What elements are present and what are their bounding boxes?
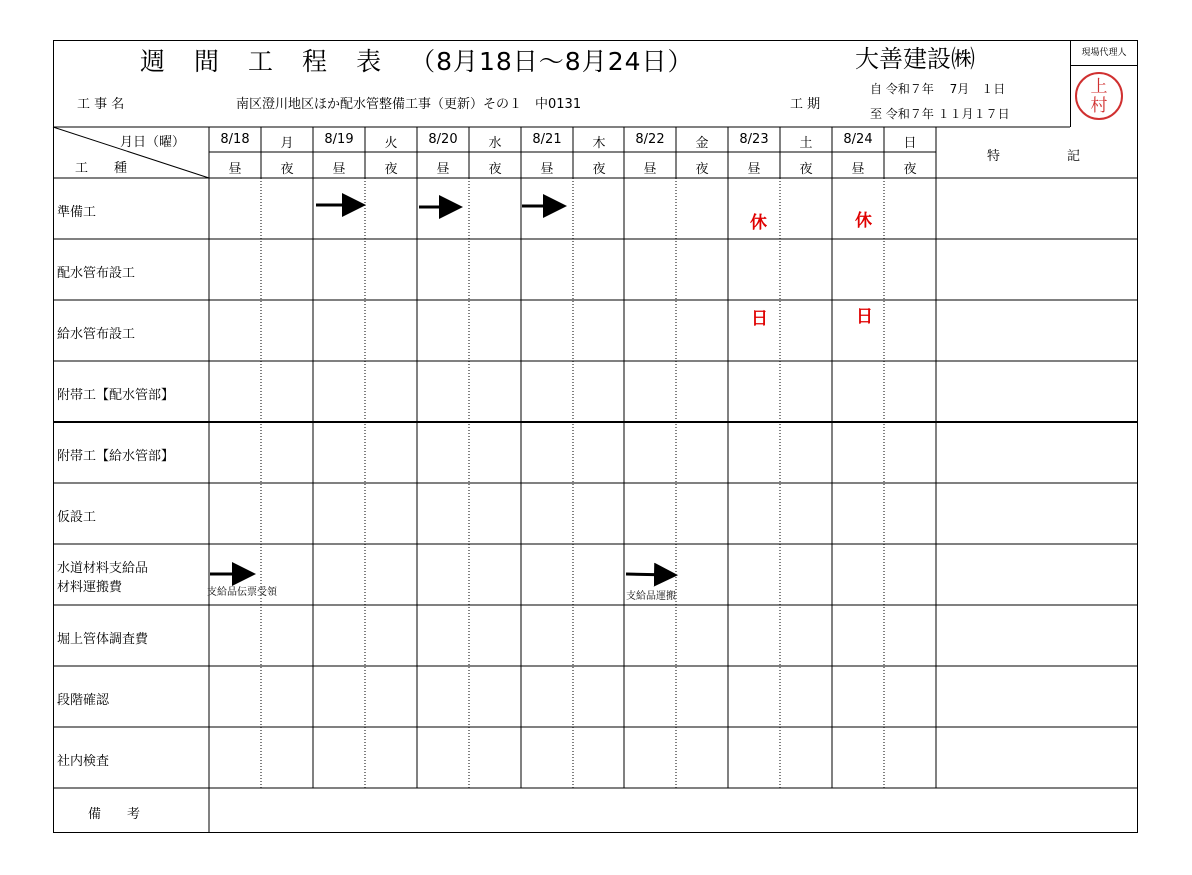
day-date-header: 8/22 xyxy=(635,132,665,147)
title-char: 週 xyxy=(140,47,167,76)
night-shift-header: 夜 xyxy=(695,162,709,177)
holiday-mark-3: 日 xyxy=(751,309,768,329)
corner-date-label: 月日（曜） xyxy=(120,135,186,150)
title-char: 工 xyxy=(248,47,275,76)
day-weekday-header: 火 xyxy=(384,136,398,151)
note-slip-received: 支給品伝票受領 xyxy=(207,587,277,598)
work-type-label: 堀上管体調査費 xyxy=(57,632,149,647)
work-type-label: 仮設工 xyxy=(57,510,97,525)
project-name: 南区澄川地区ほか配水管整備工事（更新）その１ 中0131 xyxy=(236,97,582,112)
night-shift-header: 夜 xyxy=(799,162,813,177)
seal-char: 上 xyxy=(1090,77,1108,97)
title-char: 程 xyxy=(302,47,329,76)
day-date-header: 8/21 xyxy=(532,132,562,147)
seal-char: 村 xyxy=(1090,96,1108,116)
company-name: 大善建設㈱ xyxy=(855,45,975,73)
daytime-shift-header: 昼 xyxy=(747,162,761,177)
work-type-label: 準備工 xyxy=(57,205,97,220)
day-date-header: 8/18 xyxy=(220,132,250,147)
day-weekday-header: 木 xyxy=(592,136,606,151)
night-shift-header: 夜 xyxy=(488,162,502,177)
daytime-shift-header: 昼 xyxy=(332,162,346,177)
night-shift-header: 夜 xyxy=(384,162,398,177)
holiday-mark-2: 休 xyxy=(855,211,872,231)
day-date-header: 8/20 xyxy=(428,132,458,147)
work-type-label: 段階確認 xyxy=(57,693,110,708)
daytime-shift-header: 昼 xyxy=(540,162,554,177)
holiday-mark-1: 休 xyxy=(750,213,767,233)
title-char: 表 xyxy=(356,47,383,76)
remarks-header-1: 特 xyxy=(987,149,1001,164)
period-start: 自 令和７年 7月 １日 xyxy=(870,82,1006,96)
day-date-header: 8/24 xyxy=(843,132,873,147)
daytime-shift-header: 昼 xyxy=(228,162,242,177)
work-type-label: 附帯工【配水管部】 xyxy=(57,388,175,403)
title-date-range: （8月18日～8月24日） xyxy=(410,47,694,76)
work-type-label: 水道材料支給品 材料運搬費 xyxy=(57,561,149,595)
night-shift-header: 夜 xyxy=(280,162,294,177)
day-weekday-header: 金 xyxy=(695,136,709,151)
holiday-mark-4: 日 xyxy=(856,307,873,327)
period-label: 工 期 xyxy=(790,97,821,112)
day-weekday-header: 土 xyxy=(799,136,813,151)
period-end: 至 令和７年 １１月１７日 xyxy=(870,107,1010,121)
day-weekday-header: 水 xyxy=(488,136,502,151)
daytime-shift-header: 昼 xyxy=(436,162,450,177)
work-type-label: 配水管布設工 xyxy=(57,266,136,281)
remarks-header-2: 記 xyxy=(1067,149,1081,164)
day-date-header: 8/19 xyxy=(324,132,354,147)
footer-remarks-label: 備 考 xyxy=(88,807,141,822)
day-weekday-header: 日 xyxy=(903,136,917,151)
daytime-shift-header: 昼 xyxy=(851,162,865,177)
day-weekday-header: 月 xyxy=(280,136,294,151)
corner-work-label: 工 種 xyxy=(75,161,128,176)
daytime-shift-header: 昼 xyxy=(643,162,657,177)
day-date-header: 8/23 xyxy=(739,132,769,147)
arrow-5 xyxy=(626,574,672,575)
title-char: 間 xyxy=(194,47,221,76)
note-transport: 支給品運搬 xyxy=(626,591,676,602)
site-agent-label: 現場代理人 xyxy=(1070,40,1138,66)
night-shift-header: 夜 xyxy=(903,162,917,177)
work-type-label: 給水管布設工 xyxy=(57,327,136,342)
night-shift-header: 夜 xyxy=(592,162,606,177)
work-type-label: 社内検査 xyxy=(57,754,110,769)
project-label: 工 事 名 xyxy=(77,97,125,112)
work-type-label: 附帯工【給水管部】 xyxy=(57,449,175,464)
